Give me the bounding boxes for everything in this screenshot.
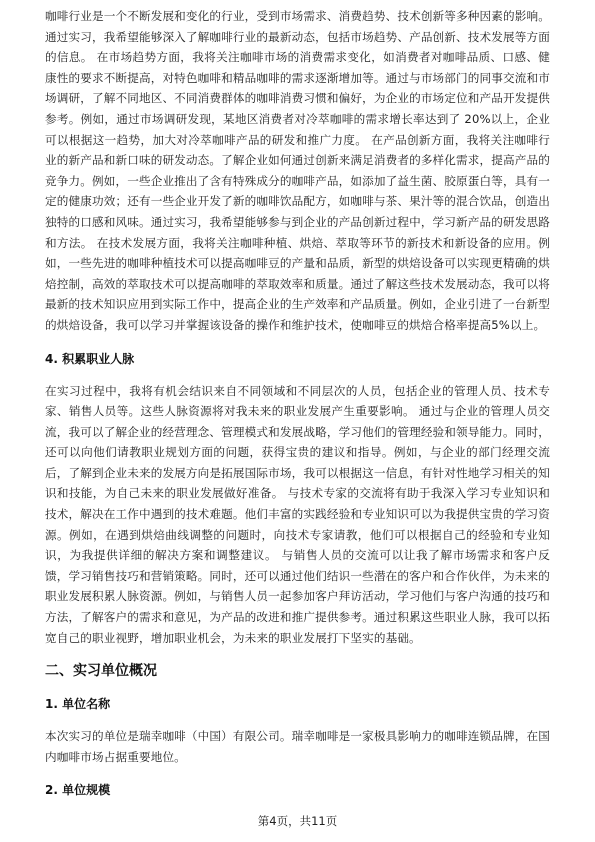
page-number-footer: 第4页，共11页 xyxy=(257,814,338,828)
internship-unit-overview-heading: 二、实习单位概况 xyxy=(45,663,157,680)
unit-name-heading: 1. 单位名称 xyxy=(45,697,111,712)
industry-trends-paragraph: 咖啡行业是一个不断发展和变化的行业，受到市场需求、消费趋势、技术创新等多种因素的影响。通过实习，我希望能够深入了解咖啡行业的最新动态，包括市场趋势、产品创新、技术发展等方面的信息。 在市场趋势方面，我将关注咖啡市场的消费需求变化，如消费者对咖啡品质、口感、健康性的要求不断提高，对特色咖啡和精品咖啡的需求逐渐增加等。通过与市场部门的同事交流和市场调研，了解不同地区、不同消费群体的咖啡消费习惯和偏好，为企业的市场定位和产品开发提供参考。例如，通过市场调研发现，某地区消费者对冷萃咖啡的需求增长率达到了 20%以上，企业可以根据这一趋势，加大对冷萃咖啡产品的研发和推广力度。 在产品创新方面，我将关注咖啡行业的新产品和新口味的研发动态。了解企业如何通过创新来满足消费者的多样化需求，提高产品的竞争力。例如，一些企业推出了含有特殊成分的咖啡产品，如添加了益生菌、胶原蛋白等，具有一定的健康功效；还有一些企业开发了新的咖啡饮品配方，如咖啡与茶、果汁等的混合饮品，创造出独特的口感和风味。通过实习，我希望能够参与到企业的产品创新过程中，学习新产品的研发思路和方法。 在技术发展方面，我将关注咖啡种植、烘焙、萃取等环节的新技术和新设备的应用。例如，一些先进的咖啡种植技术可以提高咖啡豆的产量和品质，新型的烘焙设备可以实现更精确的烘焙控制，高效的萃取技术可以提高咖啡的萃取效率和质量。通过了解这些技术发展动态，我可以将最新的技术知识应用到实际工作中，提高企业的生产效率和产品质量。例如，企业引进了一台新型的烘焙设备，我可以学习并掌握该设备的操作和维护技术，使咖啡豆的烘焙合格率提高5%以上。 xyxy=(45,9,550,332)
professional-network-paragraph: 在实习过程中，我将有机会结识来自不同领域和不同层次的人员，包括企业的管理人员、技术专家、销售人员等。这些人脉资源将对我未来的职业发展产生重要影响。 通过与企业的管理人员交流，我可以了解企业的经营理念、管理模式和发展战略，学习他们的管理经验和领导能力。同时，还可以向他们请教职业规划方面的问题，获得宝贵的建议和指导。例如，与企业的部门经理交流后，了解到企业未来的发展方向是拓展国际市场，我可以根据这一信息，有针对性地学习相关的知识和技能，为自己未来的职业发展做好准备。 与技术专家的交流将有助于我深入学习专业知识和技术，解决在工作中遇到的技术难题。他们丰富的实践经验和专业知识可以为我提供宝贵的学习资源。例如，在遇到烘焙曲线调整的问题时，向技术专家请教，他们可以根据自己的经验和专业知识，为我提供详细的解决方案和调整建议。 与销售人员的交流可以让我了解市场需求和客户反馈，学习销售技巧和营销策略。同时，还可以通过他们结识一些潜在的客户和合作伙伴，为未来的职业发展积累人脉资源。例如，与销售人员一起参加客户拜访活动，学习他们与客户沟通的技巧和方法，了解客户的需求和意见，为产品的改进和推广提供参考。通过积累这些职业人脉，我可以拓宽自己的职业视野，增加职业机会，为未来的职业发展打下坚实的基础。 xyxy=(45,383,550,645)
professional-network-heading: 4. 积累职业人脉 xyxy=(45,351,135,366)
unit-name-paragraph: 本次实习的单位是瑞幸咖啡（中国）有限公司。瑞幸咖啡是一家极具影响力的咖啡连锁品牌，在国内咖啡市场占据重要地位。 xyxy=(45,729,550,764)
unit-scale-heading: 2. 单位规模 xyxy=(45,783,111,798)
